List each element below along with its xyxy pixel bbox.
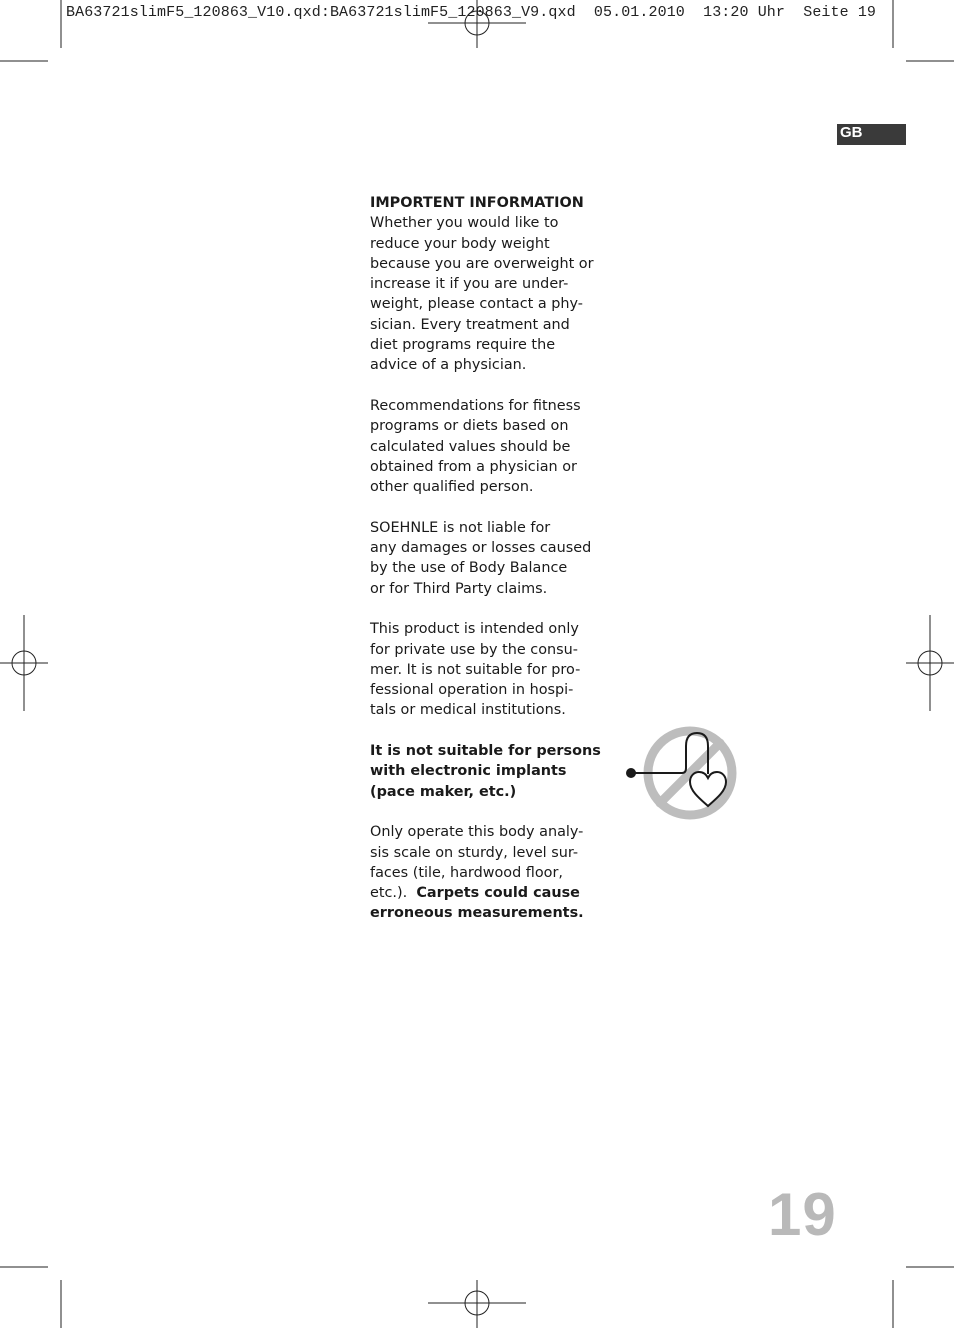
text-line: sis scale on sturdy, level sur- <box>370 844 579 861</box>
text-line: Only operate this body analy- <box>370 824 584 841</box>
text-line: mer. It is not suitable for pro- <box>370 661 581 678</box>
page-number: 19 <box>768 1181 837 1248</box>
text-line: programs or diets based on <box>370 418 569 435</box>
text-line: any damages or losses caused <box>370 540 592 557</box>
paragraph-implant-warning <box>370 741 600 802</box>
paragraph-surface <box>370 822 600 923</box>
text-line: diet programs require the <box>370 337 556 354</box>
text-line: SOEHNLE is not liable for <box>370 519 551 536</box>
paragraph-recommendations <box>370 396 600 497</box>
text-line: for private use by the consu- <box>370 641 578 658</box>
text-line: or for Third Party claims. <box>370 580 548 597</box>
text-line: advice of a physician. <box>370 357 527 374</box>
carpet-warning: Carpets could cause <box>416 885 580 902</box>
text-line: sician. Every treatment and <box>370 316 570 333</box>
paragraph-liability <box>370 518 600 599</box>
text-line-mixed <box>370 883 600 903</box>
no-pacemaker-icon <box>620 724 742 824</box>
carpet-warning-end: erroneous measurements. <box>370 905 584 922</box>
text-line: faces (tile, hardwood floor, <box>370 864 563 881</box>
text-line: because you are overweight or <box>370 255 594 272</box>
text-column <box>370 193 600 944</box>
section-heading: IMPORTENT INFORMATION <box>370 195 584 211</box>
text-line: by the use of Body Balance <box>370 560 568 577</box>
text-line: reduce your body weight <box>370 235 550 252</box>
warning-line: It is not suitable for persons <box>370 743 601 760</box>
language-tab: GB <box>837 124 906 145</box>
text-line: fessional operation in hospi- <box>370 682 574 699</box>
print-slug: BA63721slimF5_120863_V10.qxd:BA63721slimF5_120863_V9.qxd 05.01.2010 13:20 Uhr Seite 19 <box>66 4 877 21</box>
text-line: Whether you would like to <box>370 215 559 232</box>
text-line: weight, please contact a phy- <box>370 296 583 313</box>
text-line: increase it if you are under- <box>370 276 569 293</box>
text-line: calculated values should be <box>370 438 571 455</box>
warning-line: (pace maker, etc.) <box>370 783 517 800</box>
text-fragment: etc.). <box>370 885 408 902</box>
warning-line: with electronic implants <box>370 763 567 780</box>
text-line: obtained from a physician or <box>370 458 577 475</box>
paragraph-private-use <box>370 619 600 720</box>
text-line: other qualified person. <box>370 479 534 496</box>
text-line: This product is intended only <box>370 621 579 638</box>
paragraph-intro <box>370 193 600 376</box>
text-line: Recommendations for fitness <box>370 397 581 414</box>
text-line: tals or medical institutions. <box>370 702 566 719</box>
